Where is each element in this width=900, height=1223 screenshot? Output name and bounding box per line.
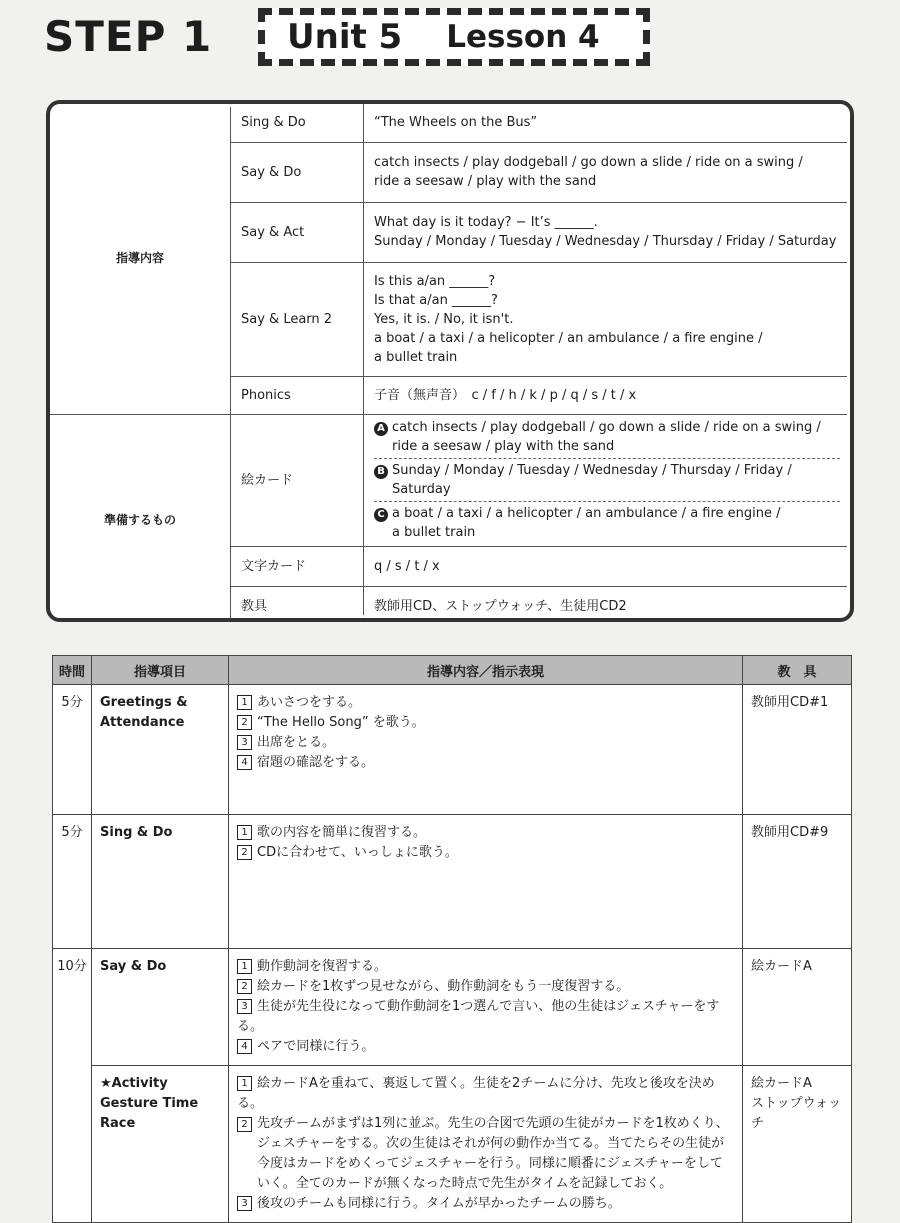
overview-table-frame [46, 100, 854, 622]
unit-lesson-banner [258, 8, 650, 66]
table-row: ★Activity Gesture Time Race 1 絵カードAを重ねて、裏返して置く。生徒を2チームに分け、先攻と後攻を決める。 2 先攻チームがまずは1列に並ぶ。先生の合図で先頭の生徒がカードを1枚めくり、ジェスチャーをする。次の生徒はそれが何の動作か当てる。当てたらその生徒が今度はカードをめくってジェスチャーを行う。同様に順番にジェスチャーをしていく。全てのカードが無くなった時点で先生がタイムを記録しておく。 3 後攻のチームも同様に行う。タイムが早かったチームの勝ち。 絵カードA ストップウォッチ [53, 1066, 852, 1223]
table-row: 5分 Greetings & Attendance 1 あいさつをする。 2 “The Hello Song” を歌う。 3 出席をとる。 4 宿題の確認をする。 教師用CD#1 [53, 685, 852, 815]
col-materials: 教 具 [743, 656, 852, 685]
col-content: 指導内容／指示表現 [229, 656, 743, 685]
row-label: Say & Do [231, 142, 364, 202]
row-content: catch insects / play dodgeball / go down a slide / ride on a swing / ride a seesaw / play with the sand [364, 142, 851, 202]
lesson-plan-table [52, 655, 852, 1223]
row-content: Is this a/an ______? Is that a/an ______? Yes, it is. / No, it isn't. a boat / a taxi / a helicopter / an ambulance / a fire engine / a bullet train [364, 262, 851, 376]
unit-label: Unit 5 [287, 17, 403, 57]
row-label: Phonics [231, 376, 364, 414]
row-label: 文字カード [231, 546, 364, 586]
row-label: Say & Act [231, 202, 364, 262]
row-content: 子音（無声音） c / f / h / k / p / q / s / t / x [364, 376, 851, 414]
row-content: q / s / t / x [364, 546, 851, 586]
row-label: Say & Learn 2 [231, 262, 364, 376]
lesson-label: Lesson 4 [446, 19, 600, 55]
row-content: 教師用CD、ストップウォッチ、生徒用CD2 [364, 586, 851, 622]
row-label: Sing & Do [231, 104, 364, 142]
marker-a: A [374, 422, 388, 436]
marker-c: C [374, 508, 388, 522]
row-content: What day is it today? − It’s ______. Sunday / Monday / Tuesday / Wednesday / Thursday / Friday / Saturday [364, 202, 851, 262]
category-content: 指導内容 [50, 104, 231, 414]
row-content: “The Wheels on the Bus” [364, 104, 851, 142]
col-time: 時間 [53, 656, 92, 685]
table-row: 10分 Say & Do 1 動作動詞を復習する。 2 絵カードを1枚ずつ見せながら、動作動詞をもう一度復習する。 3 生徒が先生役になって動作動詞を1つ選んで言い、他の生徒はジェスチャーをする。 4 ペアで同様に行う。 絵カードA [53, 949, 852, 1066]
row-content: A catch insects / play dodgeball / go down a slide / ride on a swing / ride a seesaw / play with the sand B Sunday / Monday / Tuesday / Wednesday / Thursday / Friday / Saturday C a boat / a taxi / a helicopter / an ambulance / a fire engine / a bullet train [364, 414, 851, 546]
overview-table [50, 104, 850, 622]
row-label: 教具 [231, 586, 364, 622]
row-label: 絵カード [231, 414, 364, 546]
col-item: 指導項目 [92, 656, 229, 685]
marker-b: B [374, 465, 388, 479]
step-heading: STEP 1 [44, 12, 213, 61]
category-prep: 準備するもの [50, 414, 231, 622]
table-row: 5分 Sing & Do 1 歌の内容を簡単に復習する。 2 CDに合わせて、いっしょに歌う。 教師用CD#9 [53, 815, 852, 949]
